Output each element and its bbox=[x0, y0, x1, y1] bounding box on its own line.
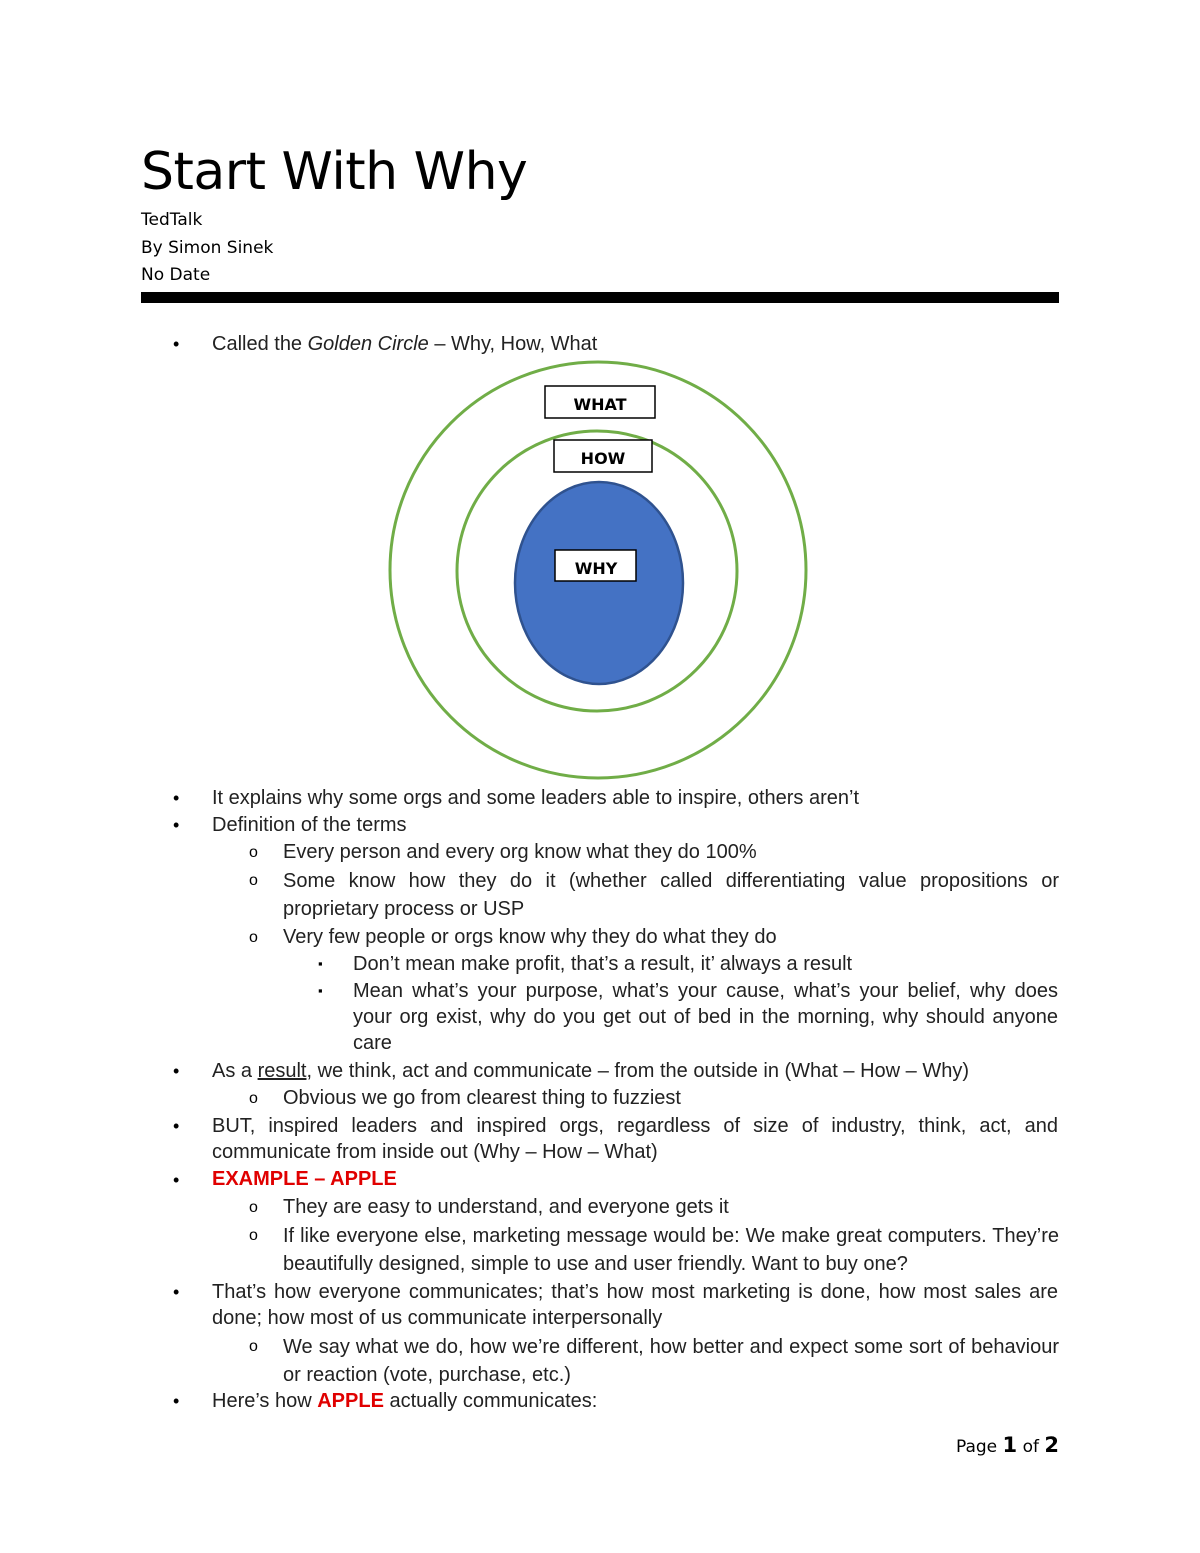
bullet-example-apple: EXAMPLE – APPLE bbox=[212, 1168, 397, 1190]
bullet-marker: • bbox=[173, 1116, 180, 1136]
why-label: WHY bbox=[574, 559, 618, 578]
bullet-marker: • bbox=[173, 1282, 180, 1302]
author-line: By Simon Sinek bbox=[141, 238, 274, 258]
bullet-but-inspired: BUT, inspired leaders and inspired orgs, regardless of size of industry, think, act, and communicate from inside out (Why – How – What) bbox=[212, 1115, 1058, 1163]
sub-bullet-marker: o bbox=[249, 844, 258, 861]
bullet-thats-how: That’s how everyone communicates; that’s how most marketing is done, how most sales are done; how most of us communicate interpersonally bbox=[212, 1281, 1058, 1329]
bullet-marker: • bbox=[173, 788, 180, 808]
bullet-as-a-result bbox=[212, 1058, 1058, 1084]
bullet-marker: • bbox=[173, 1061, 180, 1081]
page-footer bbox=[956, 1430, 1059, 1462]
core-ellipse-why bbox=[515, 482, 683, 684]
sub-bullet-marker: o bbox=[249, 1199, 258, 1216]
bullet-marker: • bbox=[173, 1170, 180, 1190]
bullet-heres-how bbox=[212, 1388, 1058, 1414]
sub-bullet-marker: o bbox=[249, 929, 258, 946]
how-label: HOW bbox=[580, 449, 626, 468]
square-bullet-marker: ▪ bbox=[318, 956, 323, 971]
golden-circle-term: Golden Circle bbox=[307, 333, 429, 355]
source-line: TedTalk bbox=[141, 210, 203, 230]
sub-bullet-obvious: Obvious we go from clearest thing to fuzziest bbox=[283, 1087, 681, 1109]
sub-bullet-marker: o bbox=[249, 1227, 258, 1244]
date-line: No Date bbox=[141, 265, 211, 285]
bullet-definition: Definition of the terms bbox=[212, 814, 407, 836]
footer-prefix: Page bbox=[955, 1437, 1003, 1457]
result-term: result bbox=[257, 1060, 307, 1082]
text-run: actually communicates: bbox=[383, 1390, 598, 1412]
what-label: WHAT bbox=[573, 395, 627, 414]
page-total: 2 bbox=[1044, 1433, 1059, 1457]
bullet-marker: • bbox=[173, 815, 180, 835]
text-run: As a bbox=[212, 1060, 258, 1082]
text-run: Called the bbox=[212, 333, 308, 355]
sub-bullet-very-few: Very few people or orgs know why they do what they do bbox=[283, 926, 777, 948]
bullet-marker: • bbox=[173, 334, 180, 354]
detail-dont-mean: Don’t mean make profit, that’s a result, it’ always a result bbox=[353, 953, 853, 975]
sub-bullet-marker: o bbox=[249, 1090, 258, 1107]
sub-bullet-easy: They are easy to understand, and everyone gets it bbox=[283, 1196, 729, 1218]
square-bullet-marker: ▪ bbox=[318, 983, 323, 998]
sub-bullet-marker: o bbox=[249, 1338, 258, 1355]
sub-bullet-marker: o bbox=[249, 872, 258, 889]
sub-bullet-we-say: We say what we do, how we’re different, how better and expect some sort of behaviour or reaction (vote, purchase, etc.) bbox=[283, 1336, 1059, 1386]
bullet-explains: It explains why some orgs and some leaders able to inspire, others aren’t bbox=[212, 787, 860, 809]
text-run: – Why, How, What bbox=[428, 333, 598, 355]
footer-of: of bbox=[1017, 1437, 1045, 1457]
bullet-marker: • bbox=[173, 1391, 180, 1411]
apple-term: APPLE bbox=[317, 1390, 384, 1412]
page-number: 1 bbox=[1002, 1433, 1018, 1457]
sub-bullet-some-know: Some know how they do it (whether called differentiating value propositions or proprietary process or USP bbox=[283, 870, 1059, 920]
sub-bullet-every-person: Every person and every org know what they do 100% bbox=[283, 841, 757, 863]
detail-mean-what: Mean what’s your purpose, what’s your cause, what’s your belief, why does your org exist, why do you get out of bed in the morning, why should anyone care bbox=[353, 980, 1058, 1054]
document-title: Start With Why bbox=[141, 142, 528, 202]
text-run: , we think, act and communicate – from the outside in (What – How – Why) bbox=[306, 1060, 969, 1082]
sub-bullet-if-like: If like everyone else, marketing message would be: We make great computers. They’re beautifully designed, simple to use and user friendly. Want to buy one? bbox=[283, 1225, 1059, 1275]
text-run: Here’s how bbox=[212, 1390, 318, 1412]
